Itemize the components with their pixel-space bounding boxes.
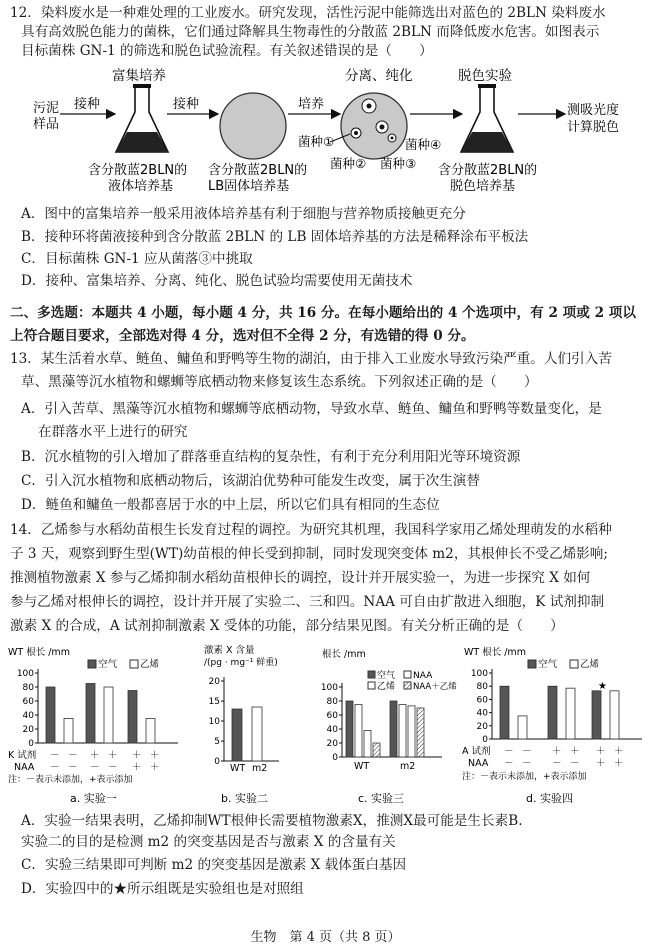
exp4-note: 注：－表示未添加，+表示添加 [462,772,587,782]
q12-flow-diagram [30,62,651,202]
exp3-ylabel: 根长 /mm [322,649,366,660]
naa-sign: － [68,762,78,773]
a-reagent-sign: ＋ [614,746,624,757]
naa-sign: － [90,762,100,773]
plate-lb-solid [220,93,286,159]
flask-decolor [461,84,513,152]
q13-option-d: D．鲢鱼和鳙鱼一般都喜居于水的中上层，所以它们具有相同的生态位 [21,497,440,513]
y-tick-label: 100 [470,669,488,679]
y-tick-label: 0 [482,735,488,745]
q14-option-a: A．实验一结果表明，乙烯抑制WT根伸长需要植物激素X，推测X最可能是生长素B. [21,813,523,829]
star-marker: ★ [598,680,607,692]
y-tick-label: 20 [476,721,488,732]
exp1-ylabel: WT 根长 /mm [8,647,70,658]
y-tick-label: 10 [208,717,220,727]
bar-ethylene [146,719,155,744]
y-tick-label: 0 [332,753,338,763]
q14-option-d: D．实验四中的★所示组既是实验组也是对照组 [21,881,304,897]
legend-eth-swatch [130,660,138,668]
label-medium1a: 含分散蓝2BLN的 [88,163,188,178]
bar-wt [232,709,242,761]
a-reagent-sign: ＋ [552,746,562,757]
q14-option-b: 实验二的目的是检测 m2 的突变基因是否与激素 X 的含量有关 [21,834,396,850]
label-separate: 分离、纯化 [345,68,413,84]
q14-stem-line5: 激素 X 的合成，A 试剂抑制激素 X 受体的功能，部分结果见图。有关分析正确的是（ ） [10,618,564,634]
naa-sign: ＋ [132,762,142,773]
q13-option-b: B．沉水植物的引入增加了群落垂直结构的复杂性，有利于充分利用阳光等环境资源 [21,449,521,465]
q14-stem-line4: 参与乙烯对根伸长的调控，设计并开展了实验二、三和四。NAA 可自由扩散进入细胞，K 试剂抑制 [10,594,605,610]
exp4-caption: d. 实验四 [526,792,573,805]
exp2-cat-wt: WT [230,763,246,774]
legend-naa-3: NAA [413,671,433,681]
y-tick-label: 0 [28,739,34,749]
label-medium3b: 脱色培养基 [450,179,516,194]
exp2-ylabel2: /(pg · mg⁻¹ 鲜重) [204,658,278,668]
section2-line1: 二、多选题：本题共 4 小题，每小题 4 分，共 16 分。在每小题给出的 4 个选项中，有 2 项或 2 项以 [10,305,636,321]
naa-sign: ＋ [614,758,624,769]
exp1-row1-label: K 试剂 [8,750,37,761]
bar-ethylene [64,719,73,744]
y-tick-label: 60 [22,697,34,707]
bar-air [86,684,95,744]
q12-stem-line1: 12．染料废水是一种难处理的工业废水。研究发现，活性污泥中能筛选出对蓝色的 2BLN 染料废水 [10,5,606,21]
label-decolor-test: 脱色实验 [458,68,512,84]
y-tick-label: 80 [22,683,34,693]
k-reagent-sign: ＋ [150,750,160,761]
bar-air [592,691,601,739]
exp4-ylabel: WT 根长 /mm [464,647,526,658]
y-tick-label: 15 [208,697,220,707]
legend-eth-4: 乙烯 [580,659,600,670]
naa-sign: ＋ [150,762,160,773]
bar-air [500,686,509,739]
label-strain3: 菌种③ [380,156,417,171]
bar-ethylene [364,730,371,757]
naa-sign: － [108,762,118,773]
naa-sign: － [570,758,580,769]
q14-stem-line3: 推测植物激素 X 参与乙烯抑制水稻幼苗根伸长的调控，设计并开展实验一，为进一步探究 X 如何 [10,570,591,586]
q13-option-a-line1: A．引入苦草、黑藻等沉水植物和螺蛳等底栖动物，导致水草、鲢鱼、鳙鱼和野鸭等数量变化，是 [21,401,602,417]
y-tick-label: 0 [214,757,220,767]
label-sludge1: 污泥 [33,101,60,116]
y-tick-label: 40 [326,725,338,735]
flask-enrich [116,84,168,152]
a-reagent-sign: ＋ [596,746,606,757]
q12-option-b: B．接种环将菌液接种到含分散蓝 2BLN 的 LB 固体培养基的方法是稀释涂布平板法 [21,229,529,245]
exp1-caption: a. 实验一 [70,792,117,805]
exp2-ylabel1: 激素 X 含量 [204,645,255,656]
chart-experiment-1 [8,643,183,808]
legend-air-swatch [88,660,96,668]
k-reagent-sign: ＋ [132,750,142,761]
naa-sign: － [522,758,532,769]
label-medium1b: 液体培养基 [108,179,174,194]
legend-air-3: 空气 [377,671,396,681]
legend-naa-eth-3: NAA＋乙烯 [413,682,457,692]
naa-sign: － [552,758,562,769]
exp2-caption: b. 实验二 [221,792,268,805]
a-reagent-sign: － [522,746,532,757]
bar-naa-ethylene [417,708,424,757]
q12-option-a: A．图中的富集培养一般采用液体培养基有利于细胞与营养物质接触更充分 [21,206,466,222]
q13-stem-line2: 草、黑藻等沉水植物和螺蛳等底栖动物来修复该生态系统。下列叙述正确的是（ ） [21,374,538,390]
bar-ethylene [610,691,619,739]
label-inoculate2: 接种 [173,97,200,112]
label-medium3a: 含分散蓝2BLN的 [438,163,538,178]
y-tick-label: 40 [476,708,488,719]
bar-air [46,687,55,743]
q12-stem-line3: 目标菌株 GN-1 的筛选和脱色试验流程。有关叙述错误的是（ ） [21,43,433,59]
legend-eth: 乙烯 [140,659,160,670]
bar-ethylene [566,688,575,739]
y-tick-label: 40 [22,711,34,721]
label-measure2: 计算脱色 [567,120,620,135]
exp4-row2-label: NAA [468,758,489,769]
bar-naa [355,705,362,758]
q13-option-c: C．引入沉水植物和底栖动物后，该湖泊优势种可能发生改变，属于次生演替 [21,473,480,489]
y-tick-label: 60 [326,711,338,721]
bar-air [548,686,557,739]
q14-stem-line1: 14．乙烯参与水稻幼苗根生长发育过程的调控。为研究其机理，我国科学家用乙烯处理萌发的水稻种 [10,522,612,538]
exp4-row1-label: A 试剂 [462,746,491,757]
y-tick-label: 5 [214,737,220,747]
bar-air [128,691,137,744]
label-strain2: 菌种② [330,156,367,171]
legend-eth-3: 乙烯 [377,682,396,692]
bar-naa [399,705,406,758]
q12-option-c: C．目标菌株 GN-1 应从菌落③中挑取 [21,251,253,267]
bar-air [346,701,353,757]
q13-option-a-line2: 在群落水平上进行的研究 [38,424,188,440]
y-tick-label: 100 [16,669,34,679]
chart-experiment-4 [462,643,651,808]
q13-stem-line1: 13．某生活着水草、鲢鱼、鳙鱼和野鸭等生物的湖泊，由于排入工业废水导致污染严重。人们引入苦 [10,351,612,367]
y-tick-label: 20 [208,677,220,687]
label-strain4: 菌种④ [405,137,442,152]
a-reagent-sign: ＋ [570,746,580,757]
legend-air: 空气 [98,659,118,670]
q12-option-d: D．接种、富集培养、分离、纯化、脱色试验均需要使用无菌技术 [21,273,413,289]
y-tick-label: 20 [22,725,34,735]
bar-ethylene [104,687,113,743]
bar-naa-ethylene [373,743,380,757]
exp1-row2-label: NAA [14,762,35,773]
k-reagent-sign: － [68,750,78,761]
bar-air [390,701,397,757]
bar-ethylene [408,706,415,757]
label-strain1: 菌种① [298,134,335,149]
page-footer: 生物 第 4 页（共 8 页） [250,930,401,945]
k-reagent-sign: － [50,750,60,761]
section2-line2: 上符合题目要求，全部选对得 4 分，选对但不全得 2 分，有选错的得 0 分。 [10,328,475,344]
exp1-note: 注：－表示未添加，+表示添加 [8,775,133,785]
label-enrich: 富集培养 [112,68,166,84]
bar-m2 [252,707,262,761]
a-reagent-sign: － [504,746,514,757]
label-medium2b: LB固体培养基 [208,179,290,194]
exp2-cat-m2: m2 [252,763,268,774]
exp3-cat-m2: m2 [400,761,416,772]
legend-air-4: 空气 [538,659,558,670]
label-culture: 培养 [298,97,325,112]
naa-sign: － [50,762,60,773]
label-medium2a: 含分散蓝2BLN的 [208,163,308,178]
naa-sign: ＋ [596,758,606,769]
y-tick-label: 100 [320,683,338,693]
q14-stem-line2: 子 3 天，观察到野生型(WT)幼苗根的伸长受到抑制，同时发现突变体 m2，其根伸长不受乙烯影响; [10,546,608,562]
y-tick-label: 80 [326,697,338,707]
bar-ethylene [518,716,527,739]
exp3-cat-wt: WT [354,761,370,772]
chart-experiment-3 [320,643,457,808]
label-sludge2: 样品 [33,117,60,132]
label-measure1: 测吸光度 [567,103,620,118]
y-tick-label: 20 [326,739,338,749]
chart-experiment-2 [196,643,296,808]
q14-option-c: C．实验三结果即可判断 m2 的突变基因是激素 X 载体蛋白基因 [21,857,407,873]
label-inoculate1: 接种 [74,97,101,112]
y-tick-label: 80 [476,682,488,693]
naa-sign: － [504,758,514,769]
k-reagent-sign: ＋ [90,750,100,761]
q12-stem-line2: 具有高效脱色能力的菌株，它们通过降解具生物毒性的分散蓝 2BLN 而降低废水危害。如图表示 [21,24,600,40]
y-tick-label: 60 [476,695,488,706]
k-reagent-sign: ＋ [108,750,118,761]
exp3-caption: c. 实验三 [358,792,405,805]
